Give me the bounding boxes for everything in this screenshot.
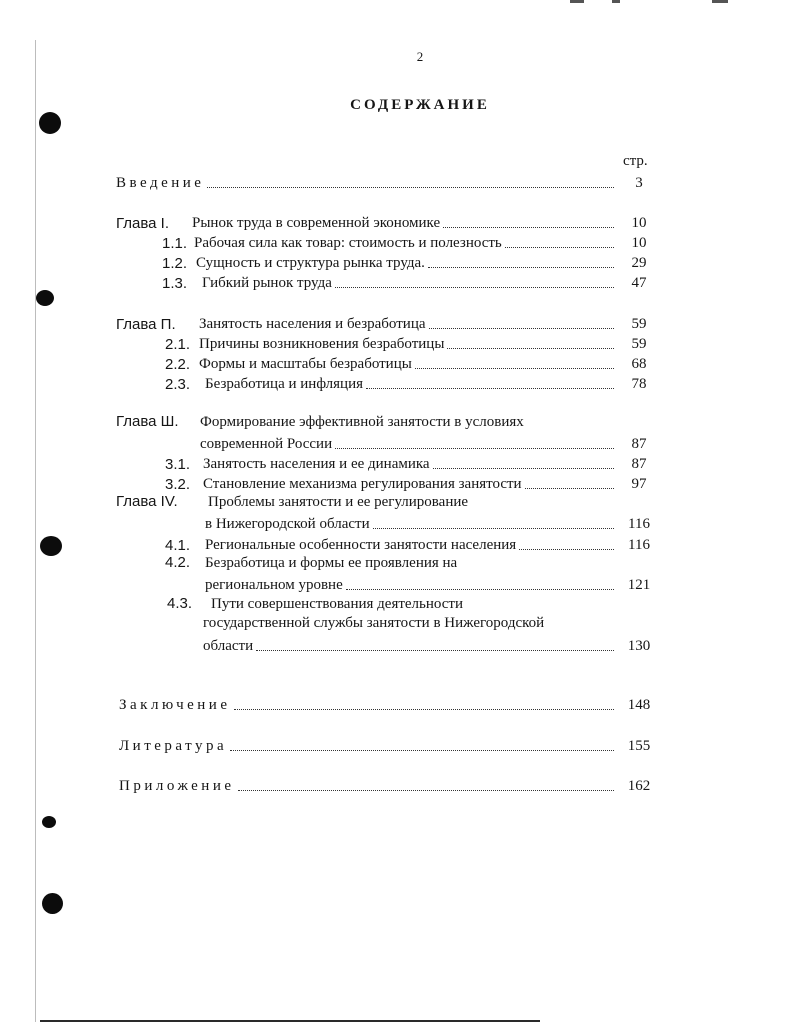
leader-dots <box>433 468 614 469</box>
page-edge-line <box>35 40 36 1022</box>
section-title-line: области <box>203 638 254 654</box>
punch-hole <box>40 536 62 556</box>
punch-hole <box>42 816 56 828</box>
toc-page-number: 59 <box>631 316 647 332</box>
toc-page-number: 130 <box>627 638 651 654</box>
toc-page-number: 3 <box>635 175 643 191</box>
toc-page-number: 148 <box>627 697 651 713</box>
page-title: СОДЕРЖАНИЕ <box>350 97 490 113</box>
leader-dots <box>519 549 614 550</box>
section-number: 4.3. <box>167 595 193 612</box>
leader-dots <box>443 227 614 228</box>
section-number: 3.1. <box>165 456 191 473</box>
toc-page-number: 78 <box>631 376 647 392</box>
chapter-title-line: Формирование эффективной занятости в условиях <box>200 414 524 430</box>
leader-dots <box>447 348 614 349</box>
toc-section <box>167 595 463 615</box>
toc-entry <box>119 775 660 795</box>
section-title-line: Безработица и формы ее проявления на <box>205 555 458 571</box>
leader-dots <box>234 709 615 710</box>
chapter-title: Занятость населения и безработица <box>199 316 426 332</box>
chapter-title-line: Проблемы занятости и ее регулирование <box>208 494 469 510</box>
section-number: 2.3. <box>165 376 191 393</box>
toc-page-number: 47 <box>631 275 647 291</box>
section-title-line: государственной службы занятости в Нижегородской <box>203 615 545 631</box>
section-title-line: региональном уровне <box>205 577 343 593</box>
section-title: Становление механизма регулирования занятости <box>203 476 522 492</box>
toc-page-number: 10 <box>631 235 647 251</box>
section-number: 4.2. <box>165 554 191 571</box>
toc-page-number: 155 <box>627 738 651 754</box>
punch-hole <box>42 893 63 914</box>
toc-section <box>162 232 660 252</box>
section-number: 2.2. <box>165 356 191 373</box>
toc-chapter-continuation <box>205 513 660 533</box>
chapter-title-line: современной России <box>200 436 333 452</box>
section-number: 1.1. <box>162 235 188 252</box>
toc-page-number: 87 <box>631 436 647 452</box>
section-title-line: Пути совершенствования деятельности <box>211 596 464 612</box>
section-title: Занятость населения и ее динамика <box>203 456 430 472</box>
toc-chapter <box>116 493 468 513</box>
toc-entry <box>119 694 660 714</box>
page-column-label: стр. <box>623 153 648 169</box>
leader-dots <box>429 328 614 329</box>
leader-dots <box>207 187 614 188</box>
toc-entry-label: Введение <box>116 175 205 191</box>
toc-page-number: 116 <box>628 516 650 532</box>
toc-chapter-continuation <box>200 433 660 453</box>
section-title: Региональные особенности занятости населения <box>205 537 517 553</box>
toc-page-number: 121 <box>627 577 651 593</box>
toc-page-number: 10 <box>631 215 647 231</box>
toc-section <box>165 473 660 493</box>
leader-dots <box>373 528 614 529</box>
toc-chapter <box>116 212 660 232</box>
leader-dots <box>346 589 614 590</box>
toc-section <box>165 534 660 554</box>
toc-section-continuation <box>205 574 660 594</box>
toc-chapter <box>116 413 524 433</box>
toc-section <box>165 373 660 393</box>
scan-mark <box>712 0 728 3</box>
toc-section <box>165 353 660 373</box>
section-number: 4.1. <box>165 537 191 554</box>
section-number: 1.2. <box>162 255 188 272</box>
toc-page-number: 68 <box>631 356 647 372</box>
toc-page-number: 116 <box>628 537 650 553</box>
toc-entry <box>116 172 660 192</box>
toc-page-number: 59 <box>631 336 647 352</box>
scan-mark <box>570 0 584 3</box>
toc-section <box>162 252 660 272</box>
toc-section <box>165 333 660 353</box>
toc-section <box>162 272 660 292</box>
toc-page-number: 29 <box>631 255 647 271</box>
punch-hole <box>36 290 54 306</box>
section-title: Сущность и структура рынка труда. <box>196 255 425 271</box>
chapter-number: Глава I. <box>116 215 170 232</box>
leader-dots <box>366 388 614 389</box>
toc-section-continuation <box>203 615 544 635</box>
leader-dots <box>230 750 614 751</box>
toc-page-number: 87 <box>631 456 647 472</box>
leader-dots <box>505 247 614 248</box>
leader-dots <box>415 368 614 369</box>
leader-dots <box>238 790 614 791</box>
leader-dots <box>335 448 614 449</box>
section-number: 2.1. <box>165 336 191 353</box>
bottom-edge-line <box>40 1020 540 1022</box>
section-title: Гибкий рынок труда <box>202 275 332 291</box>
chapter-title: Рынок труда в современной экономике <box>192 215 441 231</box>
leader-dots <box>256 650 614 651</box>
section-number: 1.3. <box>162 275 188 292</box>
chapter-title-line: в Нижегородской области <box>205 516 370 532</box>
toc-page-number: 162 <box>627 778 651 794</box>
page-number: 2 <box>416 49 424 64</box>
punch-hole <box>39 112 61 134</box>
leader-dots <box>525 488 614 489</box>
toc-entry <box>119 735 660 755</box>
toc-entry-label: Приложение <box>119 778 235 794</box>
section-title: Рабочая сила как товар: стоимость и полезность <box>194 235 502 251</box>
chapter-number: Глава Ш. <box>116 413 179 430</box>
toc-section <box>165 554 457 574</box>
toc-section-continuation <box>203 635 660 655</box>
chapter-number: Глава П. <box>116 316 176 333</box>
toc-chapter <box>116 313 660 333</box>
section-title: Формы и масштабы безработицы <box>199 356 412 372</box>
toc-section <box>165 453 660 473</box>
toc-entry-label: Литература <box>119 738 228 754</box>
section-title: Безработица и инфляция <box>205 376 364 392</box>
section-title: Причины возникновения безработицы <box>199 336 445 352</box>
chapter-number: Глава IV. <box>116 493 178 510</box>
toc-page-number: 97 <box>631 476 647 492</box>
section-number: 3.2. <box>165 476 191 493</box>
scan-mark <box>612 0 620 3</box>
leader-dots <box>428 267 614 268</box>
leader-dots <box>335 287 614 288</box>
toc-entry-label: Заключение <box>119 697 231 713</box>
